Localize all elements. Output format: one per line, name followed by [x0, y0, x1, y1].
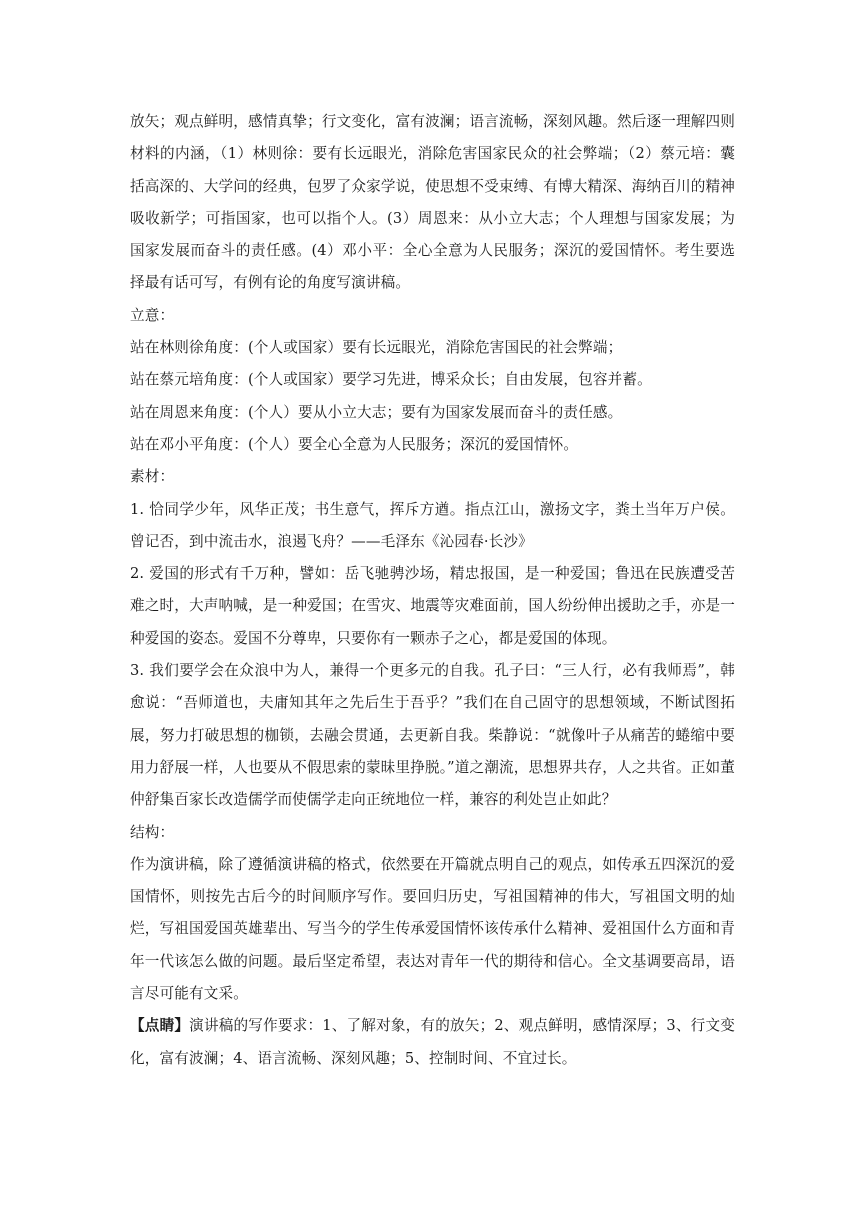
tip-label: 【点睛】 — [130, 1017, 190, 1035]
tip-text: 演讲稿的写作要求：1、了解对象，有的放矢；2、观点鲜明，感情深厚；3、行文变化，富有波澜；4、语言流畅、深刻风趣；5、控制时间、不宜过长。 — [130, 1017, 735, 1067]
structure-paragraph: 作为演讲稿，除了遵循演讲稿的格式，依然要在开篇就点明自己的观点，如传承五四深沉的爱国情怀，则按先古后今的时间顺序写作。要回归历史，写祖国精神的伟大，写祖国文明的灿烂，写祖国爱国英雄辈出、写当今的学生传承爱国情怀该传承什么精神、爱祖国什么方面和青年一代该怎么做的问题。最后坚定希望，表达对青年一代的期待和信心。全文基调要高昂，语言尽可能有文采。 — [130, 855, 735, 1003]
analysis-paragraph: 放矢；观点鲜明，感情真挚；行文变化，富有波澜；语言流畅，深刻风趣。然后逐一理解四则材料的内涵，（1）林则徐：要有长远眼光，消除危害国家民众的社会弊端；（2）蔡元培：囊括高深的、大学问的经典，包罗了众家学说，使思想不受束缚、有博大精深、海纳百川的精神吸收新学；可指国家，也可以指个人。(3）周恩来：从小立大志；个人理想与国家发展；为国家发展而奋斗的责任感。(4）邓小平：全心全意为人民服务；深沉的爱国情怀。考生要选择最有话可写，有例有论的角度写演讲稿。 — [130, 113, 735, 292]
section-heading-structure: 结构： — [130, 823, 175, 841]
theme-zhou-enlai: 站在周恩来角度：(个人）要从小立大志；要有为国家发展而奋斗的责任感。 — [130, 403, 623, 421]
material-item-3: 3. 我们要学会在众浪中为人，兼得一个更多元的自我。孔子曰：“三人行，必有我师焉”，韩愈说：“吾师道也，夫庸知其年之先后生于吾乎？”我们在自己固守的思想领域，不断试图拓展，努力打破思想的枷锁，去融会贯通，去更新自我。柴静说：“就像叶子从痛苦的蜷缩中要用力舒展一样，人也要从不假思索的蒙昧里挣脱。”道之潮流，思想界共存，人之共省。正如董仲舒集百家长改造儒学而使儒学走向正统地位一样，兼容的利处岂止如此？ — [130, 662, 735, 809]
section-heading-material: 素材： — [130, 468, 175, 486]
tip-paragraph — [130, 1010, 735, 1075]
theme-lin-zexu: 站在林则徐角度：(个人或国家）要有长远眼光，消除危害国民的社会弊端； — [130, 339, 623, 357]
theme-cai-yuanpei: 站在蔡元培角度：(个人或国家）要学习先进，博采众长；自由发展，包容并蓄。 — [130, 371, 652, 389]
material-item-1: 1. 恰同学少年，风华正茂；书生意气，挥斥方遒。指点江山，激扬文字，粪土当年万户侯。曾记否，到中流击水，浪遏飞舟？——毛泽东《沁园春·长沙》 — [130, 500, 735, 550]
section-heading-theme: 立意： — [130, 306, 175, 324]
theme-deng-xiaoping: 站在邓小平角度：(个人）要全心全意为人民服务；深沉的爱国情怀。 — [130, 435, 579, 453]
material-item-2: 2. 爱国的形式有千万种，譬如：岳飞驰骋沙场，精忠报国，是一种爱国；鲁迅在民族遭受苦难之时，大声呐喊，是一种爱国；在雪灾、地震等灾难面前，国人纷纷伸出援助之手，亦是一种爱国的姿态。爱国不分尊卑，只要你有一颗赤子之心，都是爱国的体现。 — [130, 565, 735, 647]
document-body — [130, 106, 735, 1075]
